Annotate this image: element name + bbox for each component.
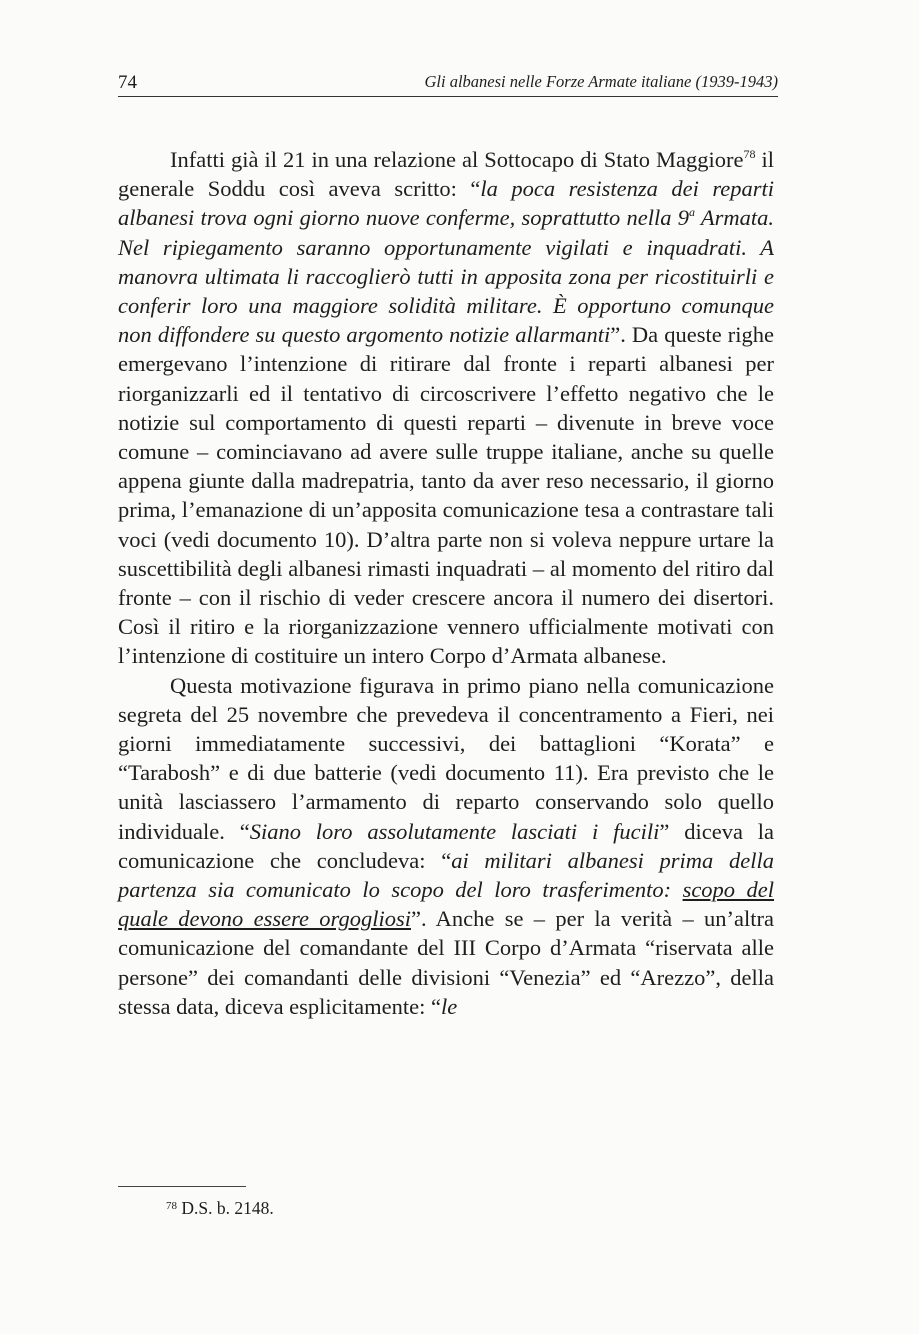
running-title: Gli albanesi nelle Forze Armate italiane (1939-1943) — [424, 72, 778, 91]
quotation: le — [441, 993, 458, 1019]
running-header — [118, 70, 778, 97]
quote-run: Armata. Nel ripiegamento saranno opportunamente vigilati e inquadrati. A manovra ultimata li raccoglierò tutti in apposita zona per ricostituirli e conferir loro una maggiore solidità militare. È opportuno comunque non diffondere su questo argomento notizie allarmanti — [118, 205, 775, 348]
quote-run: la poca resistenza dei reparti albanesi trova ogni giorno nuove conferme, soprattutto nella 9 — [118, 176, 774, 231]
text-run: ” diceva la comunicazione che concludeva: “ — [118, 818, 775, 873]
quote-run: ai militari albanesi prima della partenza sia comunicato lo scopo del loro trasferimento: — [118, 847, 774, 903]
quotation: Siano loro assolutamente lasciati i fucili — [249, 818, 660, 844]
footnote — [166, 1198, 274, 1219]
footnote-reference: 78 — [743, 147, 756, 161]
body-text — [118, 145, 774, 1021]
paragraph — [118, 671, 774, 1021]
text-run: Questa motivazione figurava in primo piano nella comunicazione segreta del 25 novembre che prevedeva il concentramento a Fieri, nei giorni immediatamente successivi, dei battaglioni “Korata” e “Tarabosh” e di due batterie (vedi documento 11). Era previsto che le unità lasciassero l’armamento di reparto conservando solo quello individuale. “ — [118, 672, 774, 844]
footnote-number: 78 — [166, 1200, 177, 1212]
footnote-separator — [118, 1186, 246, 1187]
text-run: ”. Anche se – per la verità – un’altra comunicazione del comandante del III Corpo d’Armata “riservata alle persone” dei comandanti delle divisioni “Venezia” ed “Arezzo”, della stessa data, diceva esplicitamente: “ — [118, 906, 774, 1019]
footnote-text: D.S. b. 2148. — [177, 1198, 274, 1218]
page-number: 74 — [118, 72, 137, 93]
text-run: il generale Soddu così aveva scritto: “ — [118, 147, 774, 202]
text-run: Infatti già il 21 in una relazione al Sottocapo di Stato Maggiore — [170, 147, 744, 172]
text-run: ”. Da queste righe emergevano l’intenzione di ritirare dal fronte i reparti albanesi per riorganizzarli ed il tentativo di circoscrivere l’effetto negativo che le notizie sul comportamento di questi reparti – divenute in breve voce comune – cominciavano ad avere sulle truppe italiane, anche su quelle appena giunte dalla madrepatria, tanto da aver reso necessario, il giorno prima, l’emanazione di un’apposita comunicazione tesa a contrastare tali voci (vedi documento 10). D’altra parte non si voleva neppure urtare la suscettibilità degli albanesi rimasti inquadrati – al momento del ritiro dal fronte – con il rischio di veder crescere ancora il numero dei disertori. Così il ritiro e la riorganizzazione vennero ufficialmente motivati con l’intenzione di costituire un intero Corpo d’Armata albanese. — [118, 322, 775, 669]
paragraph — [118, 145, 774, 671]
ordinal-superscript: a — [689, 205, 696, 220]
underlined-quote: scopo del quale devono essere orgogliosi — [118, 877, 775, 932]
